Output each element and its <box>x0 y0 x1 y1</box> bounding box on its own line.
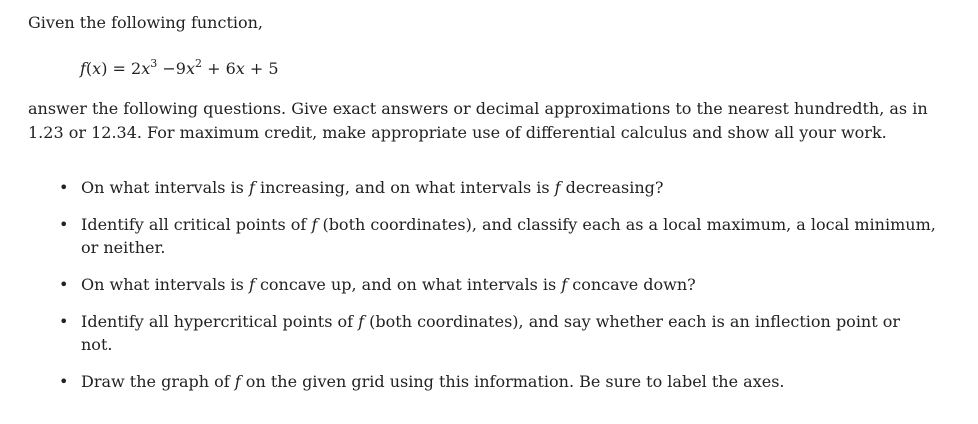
term-3: 6x <box>225 59 245 78</box>
question-list <box>56 176 936 407</box>
question-item: • Identify all critical points of f (both coordinates), and classify each as a local maximum, a local minimum, or neither. <box>56 213 936 259</box>
function-arg: x <box>92 59 102 78</box>
function-formula: $f(x) = 2x^3 -9x^2 + 6x + 5$ <box>80 56 279 78</box>
term-4: 5 <box>268 59 279 78</box>
question-item: • Identify all hypercritical points of f (both coordinates), and say whether each is an inflection point or not. <box>56 310 936 356</box>
intro-text: Given the following function, <box>28 13 264 32</box>
instructions-text: answer the following questions. Give exact answers or decimal approximations to the nearest hundredth, as in 1.23 or 12.34. For maximum credit, make appropriate use of differential calculus and show all your work. <box>28 99 928 142</box>
function-name: f <box>80 59 86 78</box>
question-item: • On what intervals is f concave up, and on what intervals is f concave down? <box>56 273 936 296</box>
term-1: $2x^3$ <box>131 56 158 78</box>
question-item: • On what intervals is f increasing, and on what intervals is f decreasing? <box>56 176 936 199</box>
question-item: • Draw the graph of f on the given grid using this information. Be sure to label the axes. <box>56 370 936 393</box>
term-2: $9x^2$ <box>175 56 202 78</box>
